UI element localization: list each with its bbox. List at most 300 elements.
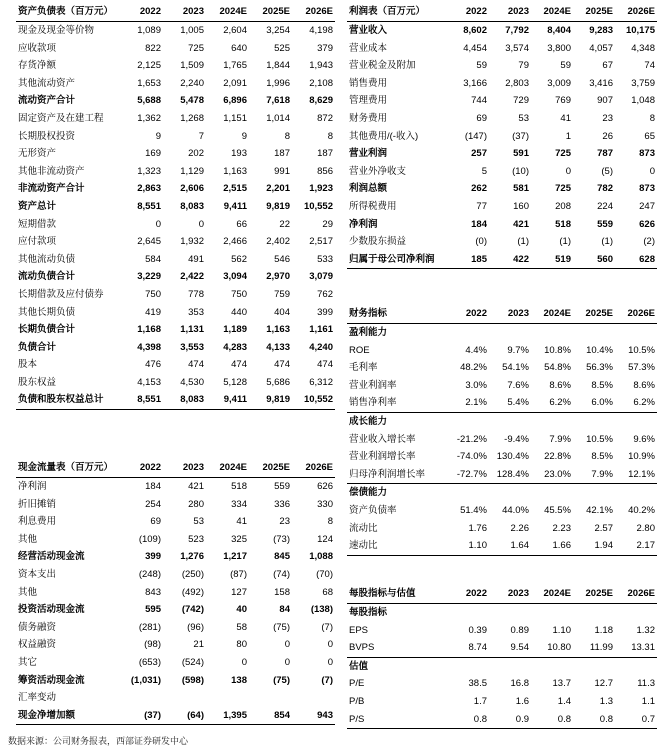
value-cell: (96) <box>187 621 204 633</box>
value-cell: 247 <box>639 200 655 212</box>
value-cell: 7,618 <box>266 95 290 107</box>
value-cell: 2,240 <box>180 77 204 89</box>
value-cell: 9,411 <box>206 391 249 409</box>
value-cell: 202 <box>188 148 204 160</box>
value-cell: 2,402 <box>266 236 290 248</box>
row-label: P/B <box>349 695 365 707</box>
value-cell: 9 <box>155 130 161 142</box>
section-row <box>347 484 657 502</box>
value-cell: 7.9% <box>591 468 613 480</box>
row-label: 长期负债合计 <box>18 324 76 336</box>
value-cell: (73) <box>273 533 290 545</box>
table-row <box>16 286 335 304</box>
table-row <box>16 216 335 234</box>
row-label: 其他 <box>18 533 38 545</box>
value-cell: 729 <box>513 95 529 107</box>
value-cell: 10.80 <box>547 642 571 654</box>
table-row <box>16 339 335 357</box>
value-cell: (653) <box>138 656 161 668</box>
table-row <box>347 198 657 216</box>
row-label: 归属于母公司净利润 <box>347 251 447 269</box>
year-header: 2024E <box>531 304 573 324</box>
value-cell: 127 <box>231 586 247 598</box>
row-label: 营业外净收支 <box>349 165 407 177</box>
value-cell: 1.64 <box>489 537 531 555</box>
year-header: 2024E <box>531 2 573 22</box>
row-label: 利润总额 <box>349 183 388 195</box>
value-cell: 474 <box>317 359 333 371</box>
value-cell: 16.8 <box>510 678 529 690</box>
section-row <box>347 412 657 430</box>
value-cell: 0.39 <box>468 624 487 636</box>
value-cell: 53 <box>193 516 204 528</box>
value-cell: 1.1 <box>641 695 655 707</box>
value-cell: 1,168 <box>137 324 161 336</box>
value-cell: 3,009 <box>547 77 571 89</box>
row-label: 流动资产合计 <box>18 95 76 107</box>
value-cell: 130.4% <box>496 451 529 463</box>
value-cell: 1,923 <box>309 183 333 195</box>
value-cell: 38.5 <box>468 678 487 690</box>
value-cell: 1.6 <box>515 695 529 707</box>
row-label: 股东权益 <box>18 376 57 388</box>
value-cell: 2,422 <box>180 271 204 283</box>
table-row <box>16 75 335 93</box>
value-cell: 45.5% <box>544 504 571 516</box>
value-cell: 518 <box>555 218 571 230</box>
value-cell: 5 <box>481 165 487 177</box>
value-cell: 22.8% <box>544 451 571 463</box>
value-cell: 0 <box>155 218 161 230</box>
table-row <box>347 251 657 269</box>
value-cell: 1,151 <box>223 112 247 124</box>
value-cell: (1,031) <box>130 674 161 686</box>
value-cell: (75) <box>273 674 290 686</box>
value-cell: 3,079 <box>309 271 333 283</box>
row-label: 其他流动资产 <box>18 77 76 89</box>
table-row <box>16 654 335 672</box>
value-cell: (10) <box>512 165 529 177</box>
value-cell: 42.1% <box>586 504 613 516</box>
table-header <box>347 2 657 22</box>
value-cell: 5,688 <box>137 95 161 107</box>
table-row <box>16 198 335 216</box>
value-cell: 2,108 <box>309 77 333 89</box>
value-cell: 10,552 <box>303 200 333 212</box>
row-label: 营业收入增长率 <box>349 433 416 445</box>
table-header <box>347 304 657 324</box>
value-cell: 8,083 <box>180 200 204 212</box>
value-cell: 2,970 <box>266 271 290 283</box>
year-header: 2025E <box>573 584 615 604</box>
section-row <box>347 324 657 342</box>
row-label: 投资活动现金流 <box>18 604 85 616</box>
value-cell: 5.4% <box>507 397 529 409</box>
value-cell: 8.6% <box>633 379 655 391</box>
value-cell: 474 <box>274 359 290 371</box>
row-label: 无形资产 <box>18 148 57 160</box>
value-cell: 1,932 <box>180 236 204 248</box>
value-cell: 7.9% <box>549 433 571 445</box>
value-cell: 9,411 <box>223 200 247 212</box>
value-cell: 474 <box>231 359 247 371</box>
value-cell: 2,604 <box>223 25 247 36</box>
valuation-panel <box>347 584 657 729</box>
table-row <box>347 75 657 93</box>
value-cell: 5,128 <box>223 376 247 388</box>
value-cell: 581 <box>513 183 529 195</box>
year-header: 2023 <box>489 584 531 604</box>
row-label: BVPS <box>349 642 375 654</box>
table-row <box>16 145 335 163</box>
value-cell: 334 <box>231 498 247 510</box>
year-header: 2022 <box>447 584 489 604</box>
row-label: ROE <box>349 344 370 356</box>
row-label: 汇率变动 <box>18 692 57 704</box>
row-label: 长期股权投资 <box>18 130 76 142</box>
section-label: 估值 <box>347 657 657 675</box>
value-cell: 0 <box>198 218 204 230</box>
value-cell: 1,509 <box>180 60 204 72</box>
section-label: 成长能力 <box>347 412 657 430</box>
value-cell: (0) <box>475 236 487 248</box>
value-cell: 124 <box>317 533 333 545</box>
income-statement-panel <box>347 2 657 269</box>
value-cell: 476 <box>145 359 161 371</box>
year-header: 2025E <box>249 458 292 478</box>
table-row <box>16 478 335 496</box>
section-row <box>347 657 657 675</box>
row-label: 利息费用 <box>18 516 57 528</box>
value-cell: 3,254 <box>266 25 290 36</box>
value-cell: 13.31 <box>631 642 655 654</box>
value-cell: (64) <box>163 707 206 725</box>
value-cell: 1,005 <box>180 25 204 36</box>
row-label: 长期借款及应付债券 <box>18 288 104 300</box>
value-cell: 10.5% <box>628 344 655 356</box>
table-row <box>16 40 335 58</box>
row-label: 销售净利率 <box>349 397 397 409</box>
value-cell: -9.4% <box>504 433 529 445</box>
value-cell: 2.17 <box>615 537 657 555</box>
value-cell: 184 <box>471 218 487 230</box>
table-row <box>16 672 335 690</box>
value-cell: 9.6% <box>633 433 655 445</box>
value-cell: 1,996 <box>266 77 290 89</box>
year-header: 2023 <box>489 2 531 22</box>
value-cell: 725 <box>555 183 571 195</box>
value-cell: (2) <box>643 236 655 248</box>
row-label: 现金及现金等价物 <box>18 25 95 36</box>
table-header <box>16 2 335 22</box>
value-cell: 9.7% <box>507 344 529 356</box>
value-cell: 2,517 <box>309 236 333 248</box>
table-row <box>16 636 335 654</box>
table-row <box>347 22 657 40</box>
row-label: 财务费用 <box>349 112 388 124</box>
value-cell: 0 <box>649 165 655 177</box>
value-cell: (7) <box>321 621 333 633</box>
year-header: 2022 <box>447 2 489 22</box>
row-label: 所得税费用 <box>349 200 397 212</box>
value-cell: 626 <box>639 218 655 230</box>
row-label: 存货净额 <box>18 60 57 72</box>
value-cell: 8,629 <box>309 95 333 107</box>
value-cell: 23.0% <box>544 468 571 480</box>
value-cell: 6.2% <box>549 397 571 409</box>
value-cell: 872 <box>317 112 333 124</box>
value-cell: 224 <box>597 200 613 212</box>
table-row <box>347 394 657 412</box>
value-cell: 59 <box>560 60 571 72</box>
value-cell: 0 <box>241 656 247 668</box>
value-cell: 185 <box>447 251 489 269</box>
row-label: 流动比 <box>349 522 378 534</box>
table-row <box>16 233 335 251</box>
value-cell: 2,606 <box>180 183 204 195</box>
value-cell: 0 <box>284 639 290 651</box>
year-header: 2025E <box>573 2 615 22</box>
value-cell: 0 <box>327 639 333 651</box>
row-label: 负债合计 <box>18 341 57 353</box>
value-cell: 1.94 <box>573 537 615 555</box>
value-cell: 51.4% <box>460 504 487 516</box>
value-cell: 1,163 <box>223 165 247 177</box>
value-cell: 8,404 <box>547 25 571 36</box>
value-cell <box>292 689 335 707</box>
value-cell: 10.9% <box>628 451 655 463</box>
value-cell: 595 <box>145 604 161 616</box>
value-cell: 1.10 <box>447 537 489 555</box>
value-cell: 1,129 <box>180 165 204 177</box>
value-cell: 518 <box>231 481 247 492</box>
value-cell: 640 <box>231 42 247 54</box>
value-cell: 0 <box>565 165 571 177</box>
value-cell: (250) <box>181 568 204 580</box>
value-cell: 2,863 <box>137 183 161 195</box>
row-label: 资产总计 <box>18 200 57 212</box>
row-label: 资产负债率 <box>349 504 397 516</box>
value-cell: 8,083 <box>163 391 206 409</box>
value-cell: 404 <box>274 306 290 318</box>
table-row <box>16 268 335 286</box>
value-cell: 0.8 <box>447 711 489 729</box>
row-label: 筹资活动现金流 <box>18 674 85 686</box>
table-header <box>347 584 657 604</box>
value-cell: -72.7% <box>456 468 487 480</box>
value-cell: 2.57 <box>594 522 613 534</box>
value-cell: 523 <box>188 533 204 545</box>
value-cell: 1,163 <box>266 324 290 336</box>
value-cell: 519 <box>531 251 573 269</box>
table-row <box>16 251 335 269</box>
row-label: 资本支出 <box>18 568 57 580</box>
value-cell: 843 <box>145 586 161 598</box>
value-cell: 778 <box>188 288 204 300</box>
row-label: 负债和股东权益总计 <box>16 391 120 409</box>
table-row <box>347 57 657 75</box>
year-header: 2023 <box>489 304 531 324</box>
value-cell: 560 <box>573 251 615 269</box>
value-cell: 787 <box>597 148 613 160</box>
value-cell: 4,454 <box>463 42 487 54</box>
value-cell: 40.2% <box>628 504 655 516</box>
table-title: 每股指标与估值 <box>347 584 447 604</box>
row-label: 其他长期负债 <box>18 306 76 318</box>
value-cell: 769 <box>555 95 571 107</box>
row-label: 权益融资 <box>18 639 57 651</box>
row-label: 固定资产及在建工程 <box>18 112 104 124</box>
value-cell: 8 <box>284 130 290 142</box>
value-cell: 8.74 <box>468 642 487 654</box>
value-cell: 744 <box>471 95 487 107</box>
value-cell: 1,217 <box>223 551 247 563</box>
value-cell: 873 <box>639 148 655 160</box>
value-cell: 4,398 <box>137 341 161 353</box>
table-row <box>347 537 657 555</box>
value-cell: 943 <box>292 707 335 725</box>
row-label: 非流动资产合计 <box>18 183 85 195</box>
section-label: 偿债能力 <box>347 484 657 502</box>
value-cell: 399 <box>145 551 161 563</box>
financial-indicators-table <box>347 304 657 556</box>
row-label: 营业利润 <box>349 148 388 160</box>
value-cell <box>206 689 249 707</box>
value-cell: 10,175 <box>625 25 655 36</box>
value-cell: 2.80 <box>636 522 655 534</box>
row-label: 少数股东损益 <box>349 236 407 248</box>
table-row <box>347 448 657 466</box>
row-label: 营业利润增长率 <box>349 451 416 463</box>
table-row <box>16 689 335 707</box>
value-cell: (524) <box>181 656 204 668</box>
value-cell: 208 <box>555 200 571 212</box>
value-cell: 41 <box>560 112 571 124</box>
value-cell: 57.3% <box>628 362 655 374</box>
table-row <box>347 92 657 110</box>
value-cell: (1) <box>559 236 571 248</box>
value-cell: (70) <box>316 568 333 580</box>
value-cell: 8.6% <box>549 379 571 391</box>
value-cell: (1) <box>517 236 529 248</box>
table-header <box>16 458 335 478</box>
table-row <box>347 216 657 234</box>
value-cell: 584 <box>145 253 161 265</box>
table-row <box>347 163 657 181</box>
row-label: P/E <box>349 678 365 690</box>
value-cell: 59 <box>476 60 487 72</box>
value-cell: (75) <box>273 621 290 633</box>
table-row <box>16 57 335 75</box>
value-cell: 4,240 <box>309 341 333 353</box>
balance-sheet-panel <box>16 2 335 410</box>
row-label: EPS <box>349 624 369 636</box>
value-cell: 591 <box>513 148 529 160</box>
row-label: 速动比 <box>347 537 447 555</box>
value-cell: 759 <box>274 288 290 300</box>
value-cell: 29 <box>322 218 333 230</box>
value-cell: 3,759 <box>631 77 655 89</box>
value-cell: 2.1% <box>465 397 487 409</box>
table-row <box>347 502 657 520</box>
value-cell: (742) <box>181 604 204 616</box>
value-cell: 379 <box>317 42 333 54</box>
table-row <box>347 40 657 58</box>
value-cell: 562 <box>231 253 247 265</box>
table-row <box>347 520 657 538</box>
year-header: 2023 <box>163 458 206 478</box>
value-cell: 2.23 <box>552 522 571 534</box>
value-cell: (248) <box>138 568 161 580</box>
value-cell: 21 <box>193 639 204 651</box>
row-label: 营业税金及附加 <box>349 60 416 72</box>
value-cell: 336 <box>274 498 290 510</box>
value-cell: 1,048 <box>631 95 655 107</box>
value-cell: (492) <box>181 586 204 598</box>
value-cell: 56.3% <box>586 362 613 374</box>
value-cell: 1,276 <box>180 551 204 563</box>
row-label: 经营活动现金流 <box>18 551 85 563</box>
value-cell: 0 <box>327 656 333 668</box>
value-cell: 725 <box>555 148 571 160</box>
value-cell: 907 <box>597 95 613 107</box>
financial-indicators-panel <box>347 304 657 556</box>
row-label: 流动负债合计 <box>18 271 76 283</box>
value-cell: 262 <box>471 183 487 195</box>
value-cell: 54.8% <box>544 362 571 374</box>
year-header: 2022 <box>120 458 163 478</box>
cash-flow-panel <box>16 458 335 725</box>
value-cell: 2.26 <box>510 522 529 534</box>
value-cell: -21.2% <box>456 433 487 445</box>
row-label: 其他流动负债 <box>18 253 76 265</box>
value-cell: 0.9 <box>489 711 531 729</box>
value-cell: 0.8 <box>573 711 615 729</box>
value-cell: 8.5% <box>591 451 613 463</box>
valuation-table <box>347 584 657 729</box>
value-cell: 6,896 <box>223 95 247 107</box>
table-row <box>347 622 657 640</box>
value-cell: 845 <box>274 551 290 563</box>
value-cell: (147) <box>464 130 487 142</box>
value-cell: 2,645 <box>137 236 161 248</box>
value-cell: 3,553 <box>180 341 204 353</box>
value-cell: 74 <box>644 60 655 72</box>
value-cell: 10,552 <box>292 391 335 409</box>
value-cell: 1 <box>565 130 571 142</box>
table-row <box>347 711 657 729</box>
row-label: 其他非流动资产 <box>18 165 85 177</box>
table-row <box>16 601 335 619</box>
row-label: 营业成本 <box>349 42 388 54</box>
table-row <box>347 639 657 657</box>
value-cell: 422 <box>489 251 531 269</box>
value-cell: 559 <box>274 481 290 492</box>
row-label: 营业利润率 <box>349 379 397 391</box>
value-cell: 1,844 <box>266 60 290 72</box>
value-cell: 2,466 <box>223 236 247 248</box>
value-cell: 7,792 <box>505 25 529 36</box>
value-cell: 67 <box>602 60 613 72</box>
value-cell: 11.99 <box>589 642 613 654</box>
year-header: 2026E <box>615 584 657 604</box>
value-cell: 54.1% <box>502 362 529 374</box>
value-cell: 169 <box>145 148 161 160</box>
value-cell: 53 <box>518 112 529 124</box>
value-cell: 4,348 <box>631 42 655 54</box>
table-row <box>347 377 657 395</box>
value-cell: 1,765 <box>223 60 247 72</box>
